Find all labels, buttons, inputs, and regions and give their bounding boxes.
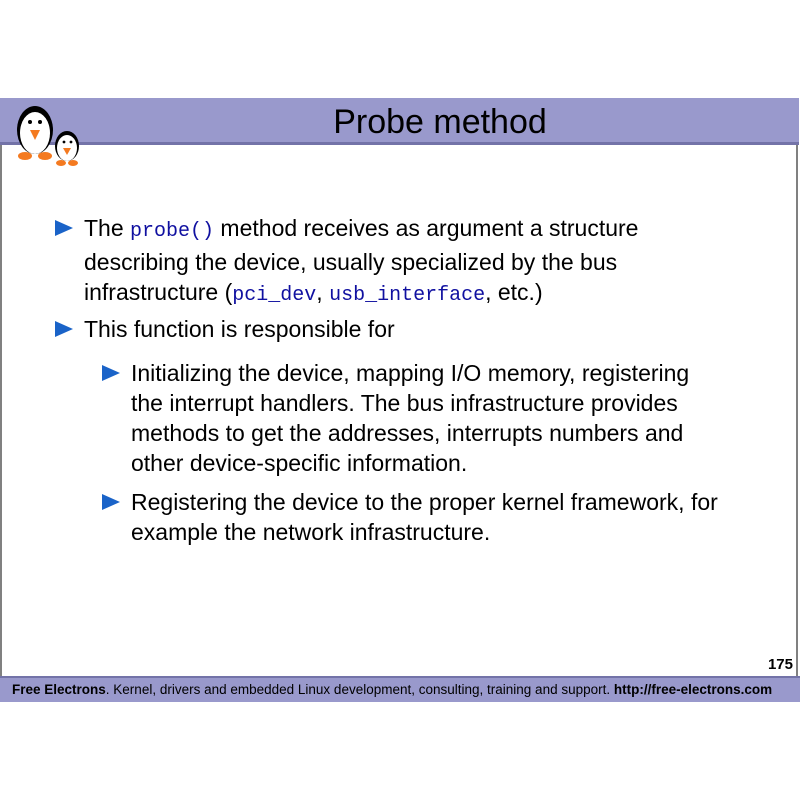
- code-usb-interface: usb_interface: [329, 284, 486, 307]
- bullet-arrow-icon: [102, 494, 120, 510]
- slide-title: Probe method: [333, 103, 547, 141]
- footer-brand: Free Electrons: [12, 682, 106, 697]
- bullet-text: This function is responsible for: [84, 316, 395, 342]
- text-run: method receives as argument a structure describing the device, usually specialized by the bus infrastructure (: [84, 215, 639, 305]
- text-run: The: [84, 215, 131, 241]
- footer-bar: [0, 676, 800, 702]
- sub-bullet-item: [102, 358, 722, 478]
- bullet-arrow-icon: [55, 321, 73, 337]
- bullet-text: [84, 213, 695, 311]
- bullet-item: [55, 213, 695, 311]
- code-probe: probe(): [130, 220, 215, 243]
- bullet-arrow-icon: [55, 220, 73, 236]
- code-pci-dev: pci_dev: [232, 284, 317, 307]
- bullet-text: Initializing the device, mapping I/O memory, registering the interrupt handlers. The bus infrastructure provides methods to get the addresses, interrupts numbers and other device-specific information.: [131, 360, 690, 476]
- page-number: 175: [767, 656, 793, 673]
- bullet-item: [55, 314, 695, 344]
- text-run: ,: [316, 279, 330, 305]
- sub-bullet-item: [102, 487, 722, 547]
- text-run: , etc.): [485, 279, 543, 305]
- footer-url-link[interactable]: http://free-electrons.com: [613, 682, 773, 697]
- footer-tagline: . Kernel, drivers and embedded Linux development, consulting, training and support.: [105, 682, 614, 697]
- bullet-arrow-icon: [102, 365, 120, 381]
- bullet-text: Registering the device to the proper kernel framework, for example the network infrastructure.: [131, 489, 718, 545]
